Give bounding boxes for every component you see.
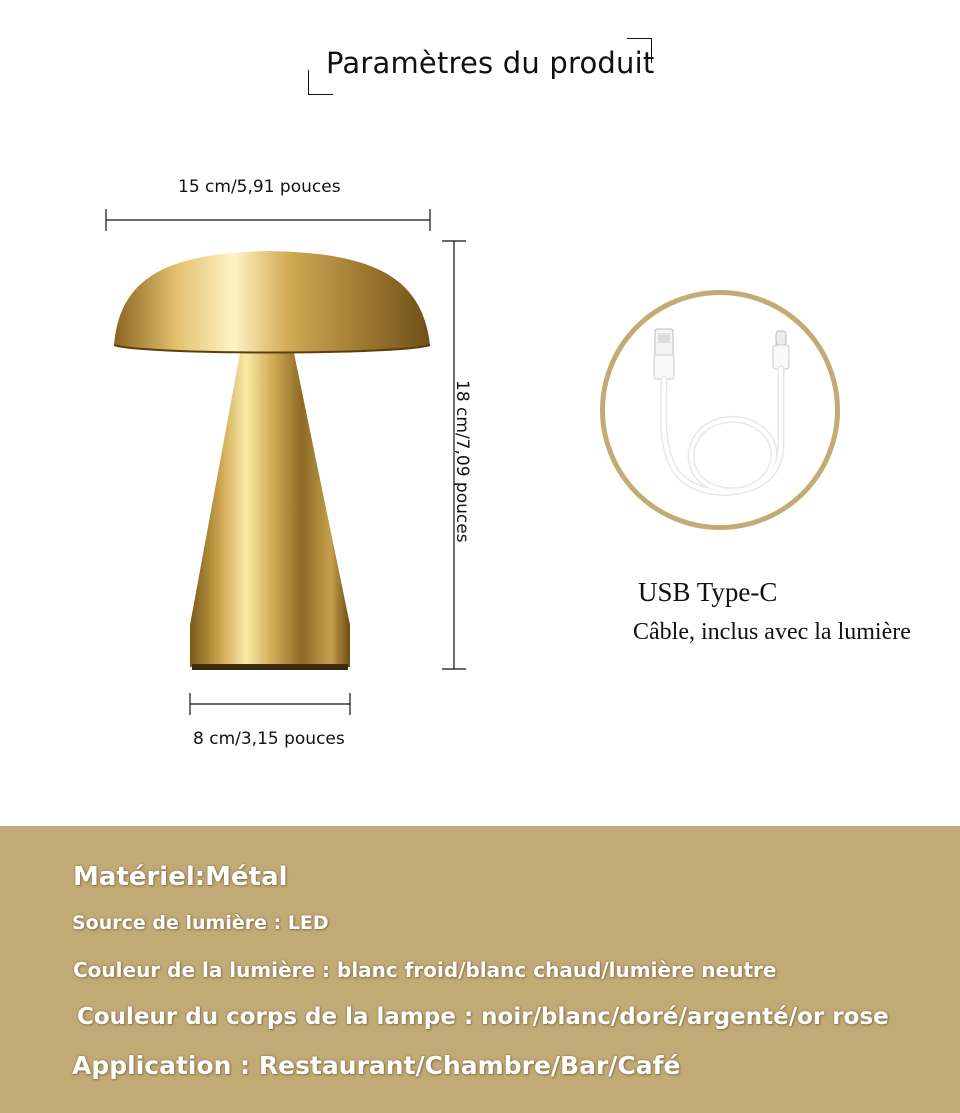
cable-description: Câble, inclus avec la lumière — [633, 619, 911, 645]
height-dimension-line — [442, 241, 466, 669]
cable-image-circle — [600, 290, 840, 530]
lamp-illustration — [100, 205, 480, 725]
spec-application: Application : Restaurant/Chambre/Bar/Café — [72, 1051, 681, 1080]
height-dimension-label: 18 cm/7,09 pouces — [452, 380, 472, 543]
spec-light-color: Couleur de la lumière : blanc froid/blanc chaud/lumière neutre — [73, 958, 777, 982]
base-dimension-label: 8 cm/3,15 pouces — [193, 729, 345, 749]
width-dimension-label: 15 cm/5,91 pouces — [178, 177, 341, 197]
base-dimension-line — [190, 693, 350, 715]
spec-body-color: Couleur du corps de la lampe : noir/blanc/doré/argenté/or rose — [77, 1004, 889, 1030]
lamp-base — [190, 625, 350, 667]
lamp-stem — [190, 353, 350, 625]
lamp-shade — [114, 251, 430, 353]
spec-light-source: Source de lumière : LED — [72, 912, 329, 934]
page-title: Paramètres du produit — [326, 46, 655, 80]
cable-title: USB Type-C — [638, 577, 778, 607]
title-frame — [308, 38, 655, 96]
spec-material: Matériel:Métal — [73, 862, 288, 892]
usb-cable-icon — [605, 295, 835, 525]
width-dimension-line — [106, 209, 430, 231]
